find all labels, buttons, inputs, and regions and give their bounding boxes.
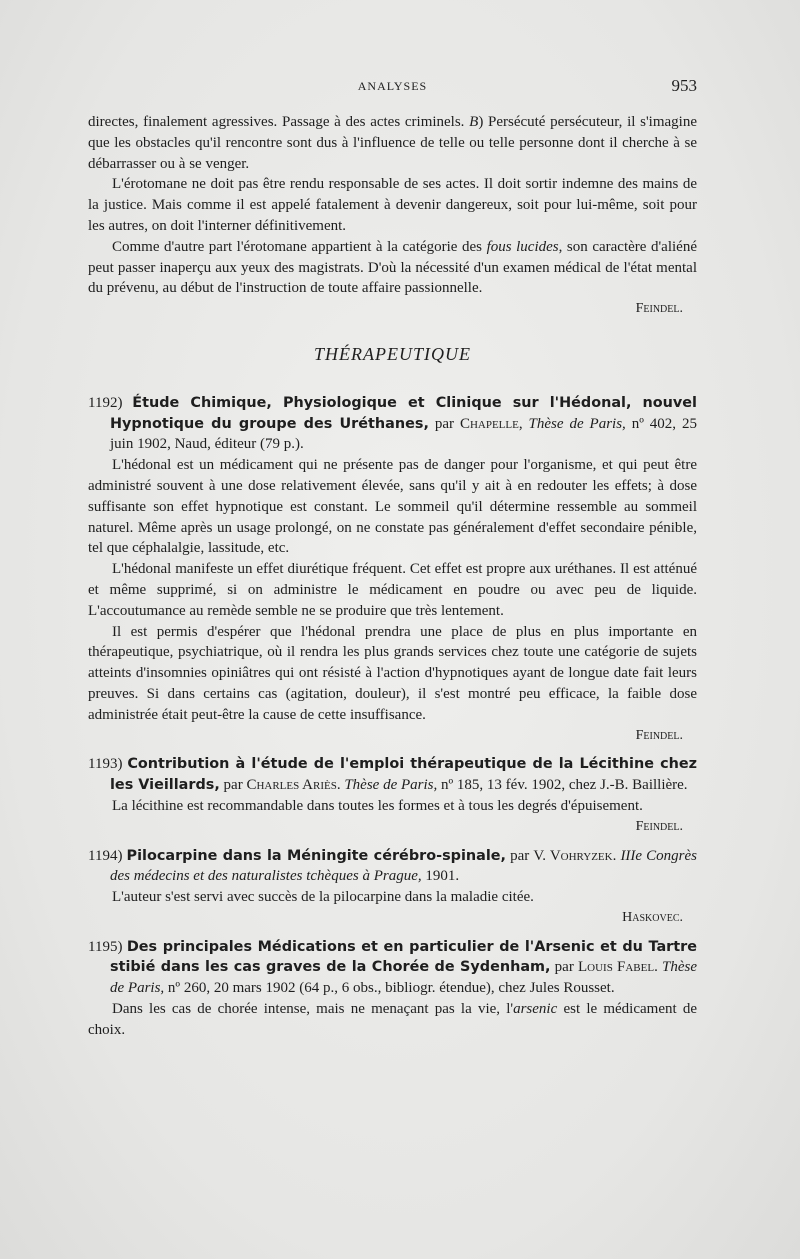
signature-haskovec-1194: Haskovec.: [622, 909, 683, 925]
entry-title: Étude Chimique, Physiologique et Clinique sur l'Hédonal, nouvel Hypnotique du groupe des Uréthanes,: [110, 394, 697, 432]
entry-author: Louis Fabel: [578, 959, 655, 976]
entry-thesis: Thèse de Paris,: [528, 415, 626, 432]
entry-1192-paragraph-3: Il est permis d'espérer que l'hédonal prendra une place de plus en plus importante en thérapeutique, psychiatrique, où il rendra les plus grands services chez toute une catégorie de sujets atteints d'insomnies opiniâtres qui ont résisté à l'action d'hypnotiques ayant de longue date fait leurs preuves. Si dans certains cas (agitation, douleur), il s'est montré peu efficace, la faible dose administrée était peut-être la cause de cette insuffisance.: [88, 623, 697, 723]
entry-number: 1194): [88, 847, 123, 864]
entry-1192-paragraph-2: L'hédonal manifeste un effet diurétique fréquent. Cet effet est propre aux uréthanes. Il est atténué et même supprimé, si on administre le médicament en poudre ou avec peu de liquide. L'accoutumance au remède semble ne se produire que très lentement.: [88, 561, 697, 619]
entry-details: nº 402, 25 juin 1902, Naud, éditeur (79 p.).: [110, 415, 697, 453]
entry-number: 1195): [88, 938, 123, 955]
emphasis-fous-lucides: fous lucides: [486, 238, 559, 255]
entry-1193-heading: 1193) Contribution à l'étude de l'emploi thérapeutique de la Lécithine chez les Vieillards, par Charles Ariès. Thèse de Paris, nº 185, 13 fév. 1902, chez J.-B. Baillière.: [88, 756, 697, 794]
entry-1193: [88, 754, 697, 837]
entry-thesis: Thèse de Paris,: [344, 777, 438, 794]
entry-1192-paragraph-1: L'hédonal est un médicament qui ne présente pas de danger pour l'organisme, et qui peut être administré souvent à une dose relativement élevée, sans qu'il y ait à en redouter les effets; à dose suffisante son effet hypnotique est constant. Le sommeil qu'il détermine ressemble au sommeil naturel. Même après un usage prolongé, on ne constate pas généralement d'effet secondaire pénible, tel que céphalalgie, lassitude, etc.: [88, 457, 697, 557]
entry-details: 1901.: [421, 868, 460, 885]
entry-thesis: Thèse de Paris,: [110, 959, 697, 997]
entry-1194: [88, 846, 697, 929]
running-title: ANALYSES: [357, 79, 428, 93]
entry-1192: [88, 393, 697, 747]
entry-author: Charles Ariès: [246, 777, 337, 794]
entry-1192-heading: 1192) Étude Chimique, Physiologique et Clinique sur l'Hédonal, nouvel Hypnotique du groupe des Uréthanes, par Chapelle, Thèse de Paris, nº 402, 25 juin 1902, Naud, éditeur (79 p.).: [88, 394, 697, 453]
entry-title: Des principales Médications et en particulier de l'Arsenic et du Tartre stibié dans les cas graves de la Chorée de Sydenham,: [110, 938, 697, 976]
entry-title: Contribution à l'étude de l'emploi thérapeutique de la Lécithine chez les Vieillards,: [110, 756, 697, 794]
intro-paragraph-1: directes, finalement agressives. Passage à des actes criminels. B) Persécuté persécuteur, il s'imagine que les obstacles qu'il rencontre sont dus à l'influence de telle ou telle personne dont il cherche à se débarrasser ou à se venger.: [88, 114, 698, 172]
page-number: 953: [671, 76, 697, 95]
signature-feindel-1193: Feindel.: [635, 818, 683, 834]
entry-1195: [88, 937, 697, 1041]
emphasis-arsenic: arsenic: [513, 1001, 558, 1018]
entry-details: nº 260, 20 mars 1902 (64 p., 6 obs., bibliogr. étendue), chez Jules Rousset.: [164, 980, 615, 997]
page-content: [88, 112, 697, 1041]
entry-1195-heading: 1195) Des principales Médications et en particulier de l'Arsenic et du Tartre stibié dans les cas graves de la Chorée de Sydenham, par Louis Fabel. Thèse de Paris, nº 260, 20 mars 1902 (64 p., 6 obs., bibliogr. étendue), chez Jules Rousset.: [88, 938, 697, 997]
entry-title: Pilocarpine dans la Méningite cérébro-spinale,: [126, 847, 506, 864]
intro-paragraph-2: L'érotomane ne doit pas être rendu responsable de ses actes. Il doit sortir indemne des mains de la justice. Mais comme il est appelé fatalement à devenir dangereux, soit pour lui-même, soit pour les autres, on doit l'interner définitivement.: [88, 176, 697, 234]
running-head: [88, 76, 697, 98]
entry-details: nº 185, 13 fév. 1902, chez J.-B. Baillière.: [437, 777, 688, 794]
entry-number: 1193): [88, 756, 123, 773]
entry-author: Chapelle: [459, 415, 519, 432]
entry-1194-paragraph-1: L'auteur s'est servi avec succès de la pilocarpine dans la maladie citée.: [112, 889, 534, 906]
list-marker-b: B: [469, 114, 479, 130]
entry-1195-paragraph-1: Dans les cas de chorée intense, mais ne menaçant pas la vie, l'arsenic est le médicament de choix.: [88, 1001, 697, 1038]
signature-feindel-intro: Feindel.: [635, 301, 683, 317]
entry-1194-heading: 1194) Pilocarpine dans la Méningite cérébro-spinale, par V. Vohryzek. IIIe Congrès des médecins et des naturalistes tchèques à Prague, 1901.: [88, 847, 698, 885]
section-heading: THÉRAPEUTIQUE: [314, 343, 471, 364]
entry-1193-paragraph-1: La lécithine est recommandable dans toutes les formes et à tous les degrés d'épuisement.: [112, 797, 643, 814]
entry-congress: IIIe Congrès des médecins et des naturalistes tchèques à Prague,: [110, 847, 698, 885]
signature-feindel-1192: Feindel.: [635, 727, 683, 743]
entry-number: 1192): [88, 394, 123, 411]
entry-author: V. Vohryzek: [533, 847, 613, 864]
intro-paragraph-3: Comme d'autre part l'érotomane appartient à la catégorie des fous lucides, son caractère d'aliéné peut passer inaperçu aux yeux des magistrats. D'où la nécessité d'un examen médical de l'état mental du prévenu, au début de l'instruction de toute affaire passionnelle.: [88, 238, 697, 297]
